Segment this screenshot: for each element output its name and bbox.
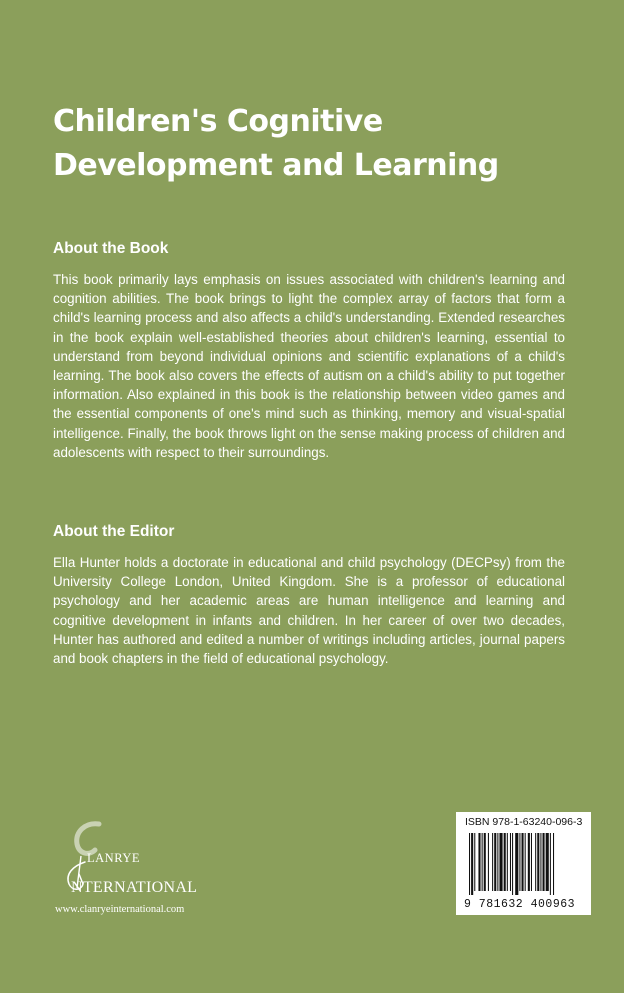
about-editor-text: Ella Hunter holds a doctorate in educational and child psychology (DECPsy) from the University College London, United Kingdom. She is a professor of educational psychology and her academic areas are human intelligence and learning and cognitive development in infants and children. In her career of over two decades, Hunter has authored and edited a number of writings including articles, journal papers and book chapters in the field of educational psychology. bbox=[53, 555, 565, 667]
publisher-logo bbox=[55, 818, 215, 918]
book-title-line-2: Development and Learning bbox=[53, 148, 499, 183]
isbn-label: ISBN 978-1-63240-096-3 bbox=[465, 816, 583, 828]
book-title-line-1: Children's Cognitive bbox=[53, 104, 383, 139]
isbn-barcode bbox=[456, 812, 591, 915]
publisher-name-line-1: LANRYE bbox=[87, 851, 140, 865]
barcode-icon bbox=[469, 833, 581, 895]
about-book-heading: About the Book bbox=[53, 240, 169, 257]
barcode-digits: 9 781632 400963 bbox=[464, 898, 576, 911]
about-book-text: This book primarily lays emphasis on issues associated with children's learning and cognition abilities. The book brings to light the complex array of factors that form a child's learning process and also affects a child's understanding. Extended researches in the book explain well-established theories about children's learning, essential to understand from beyond individual opinions and scientific explanations of a child's learning. The book also covers the effects of autism on a child's ability to put together information. Also explained in this book is the relationship between video games and the essential components of one's mind such as thinking, memory and visual-spatial intelligence. Finally, the book throws light on the sense making process of children and adolescents with respect to their surroundings. bbox=[53, 272, 565, 460]
publisher-name-line-2: NTERNATIONAL bbox=[71, 879, 198, 896]
publisher-url: www.clanryeinternational.com bbox=[55, 904, 185, 915]
book-title bbox=[53, 100, 499, 188]
about-editor-heading: About the Editor bbox=[53, 523, 175, 540]
